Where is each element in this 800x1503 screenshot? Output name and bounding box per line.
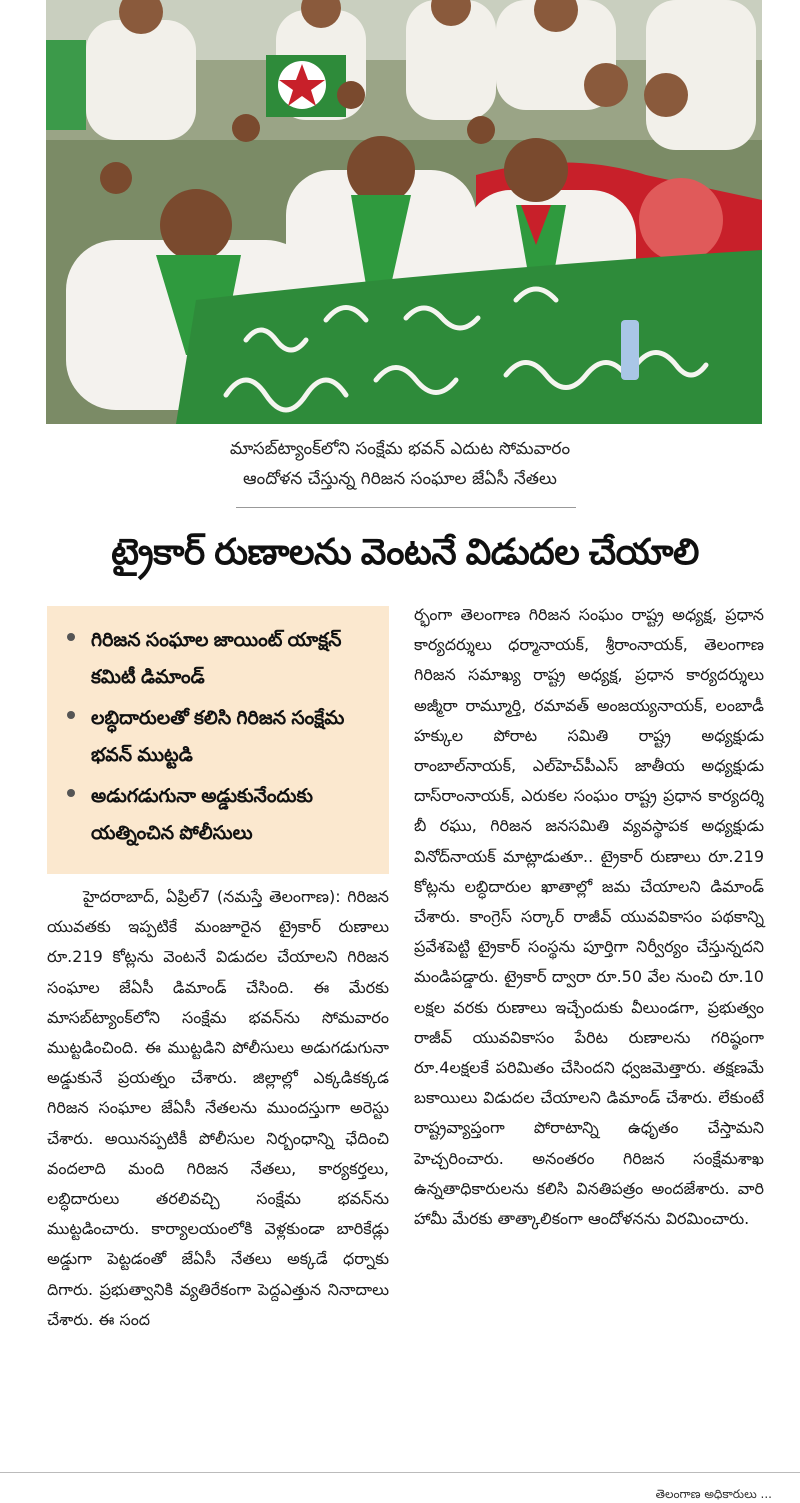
page-divider [0, 1472, 800, 1473]
highlight-item [67, 622, 375, 696]
next-article-snippet: తెలంగాణ అధికారులు ... [655, 1487, 772, 1501]
highlights-box [47, 606, 389, 874]
article-headline: ట్రైకార్ రుణాలను వెంటనే విడుదల చేయాలి [111, 531, 699, 572]
caption-line-2: ఆందోళన చేస్తున్న గిరిజన సంఘాల జేఏసీ నేతలు [243, 469, 557, 489]
highlight-text: గిరిజన సంఘాల జాయింట్ యాక్షన్ కమిటీ డిమాండ్ [91, 630, 342, 688]
caption-line-1: మాసబ్‌ట్యాంక్‌లోని సంక్షేమ భవన్ ఎదుట సోమవారం [229, 439, 571, 459]
bullet-icon [67, 711, 75, 719]
bullet-icon [67, 633, 75, 641]
article-column-right [414, 600, 764, 1234]
photo-caption [150, 434, 650, 494]
highlight-item [67, 778, 375, 852]
highlight-text: లబ్ధిదారులతో కలిసి గిరిజన సంక్షేమ భవన్ ముట్టడి [91, 708, 345, 766]
bullet-icon [67, 789, 75, 797]
article-column-left [47, 882, 389, 1335]
highlight-item [67, 700, 375, 774]
article-paragraph: ర్భంగా తెలంగాణ గిరిజన సంఘం రాష్ట్ర అధ్యక్ష, ప్రధాన కార్యదర్శులు ధర్మానాయక్, శ్రీరాంనాయక్, తెలంగాణ గిరిజన సమాఖ్య రాష్ట్ర అధ్యక్ష, ప్రధాన కార్యదర్శులు అజ్మీరా రామ్మూర్తి, రమావత్ అంజయ్యనాయక్, లంబాడీ హక్కుల పోరాట సమితి రాష్ట్ర అధ్యక్షుడు రాంబాల్‌నాయక్, ఎల్‌హెచ్‌పీఎస్ జాతీయ అధ్యక్షుడు దాస్‌రాంనాయక్, ఎరుకల సంఘం రాష్ట్ర ప్రధాన కార్యదర్శి బీ రఘు, గిరిజన జనసమితి వ్యవస్థాపక అధ్యక్షుడు వినోద్‌నాయక్ మాట్లాడుతూ.. ట్రైకార్ రుణాలు రూ.219 కోట్లను లబ్ధిదారుల ఖాతాల్లో జమ చేయాలని డిమాండ్ చేశారు. కాంగ్రెస్ సర్కార్ రాజీవ్ యువవికాసం పథకాన్ని ప్రవేశపెట్టి ట్రైకార్ సంస్థను పూర్తిగా నిర్వీర్యం చేస్తున్నదని మండిపడ్డారు. ట్రైకార్ ద్వారా రూ.50 వేల నుంచి రూ.10 లక్షల వరకు రుణాలు ఇచ్చేందుకు వీలుండగా, ప్రభుత్వం రాజీవ్ యువవికాసం పేరిట రుణాలను గరిష్ఠంగా రూ.4లక్షలకే పరిమితం చేసిందని ధ్వజమెత్తారు. తక్షణమే బకాయిలు విడుదల చేయాలని డిమాండ్ చేశారు. లేకుంటే రాష్ట్రవ్యాప్తంగా పోరాటాన్ని ఉధృతం చేస్తామని హెచ్చరించారు. అనంతరం గిరిజన సంక్షేమశాఖ ఉన్నతాధికారులను కలిసి వినతిపత్రం అందజేశారు. వారి హామీ మేరకు తాత్కాలికంగా ఆందోళనను విరమించారు. [414, 605, 764, 1229]
highlight-text: అడుగడుగునా అడ్డుకునేందుకు యత్నించిన పోలీసులు [91, 786, 313, 844]
protest-photo [46, 0, 762, 424]
article-paragraph: హైదరాబాద్, ఏప్రిల్7 (నమస్తే తెలంగాణ): గిరిజన యువతకు ఇప్పటికే మంజూరైన ట్రైకార్ రుణాలు రూ.219 కోట్లను వెంటనే విడుదల చేయాలని గిరిజన సంఘాల జేఏసీ డిమాండ్ చేసింది. ఈ మేరకు మాసబ్‌ట్యాంక్‌లోని సంక్షేమ భవన్‌ను సోమవారం ముట్టడించింది. ఈ ముట్టడిని పోలీసులు అడుగడుగునా అడ్డుకునే ప్రయత్నం చేశారు. జిల్లాల్లో ఎక్కడికక్కడ గిరిజన సంఘాల జేఏసీ నేతలను ముందస్తుగా అరెస్టు చేశారు. అయినప్పటికీ పోలీసుల నిర్బంధాన్ని ఛేదించి వందలాది మంది గిరిజన నేతలు, కార్యకర్తలు, లబ్ధిదారులు తరలివచ్చి సంక్షేమ భవన్‌ను ముట్టడించారు. కార్యాలయంలోకి వెళ్లకుండా బారికేడ్లు అడ్డుగా పెట్టడంతో జేఏసీ నేతలు అక్కడే ధర్నాకు దిగారు. ప్రభుత్వానికి వ్యతిరేకంగా పెద్దఎత్తున నినాదాలు చేశారు. ఈ సంద [47, 887, 389, 1329]
caption-divider [236, 507, 576, 508]
